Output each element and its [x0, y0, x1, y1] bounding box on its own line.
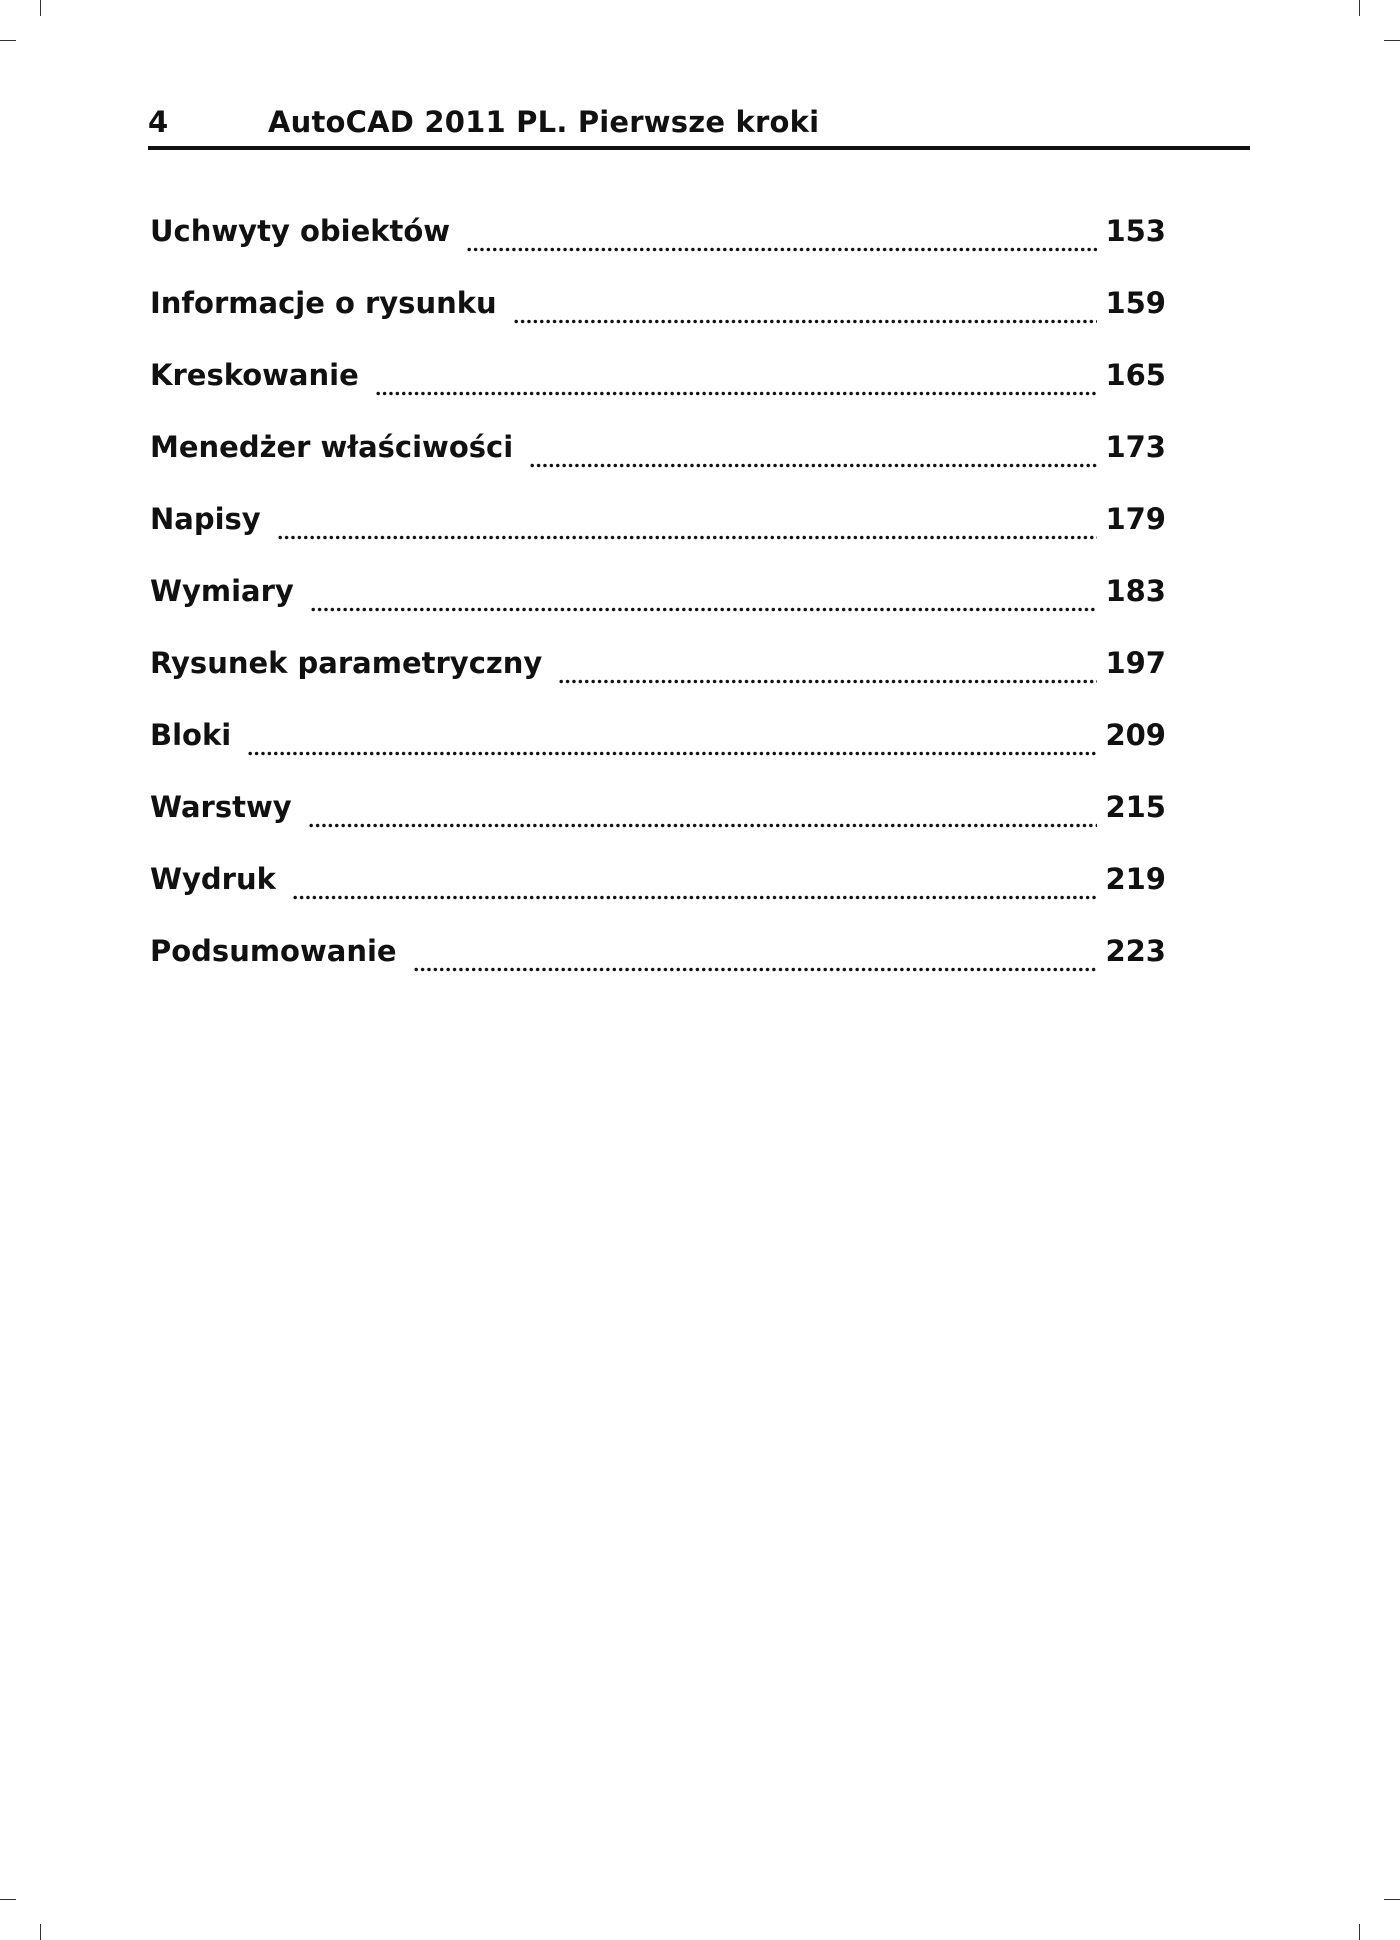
table-of-contents: [150, 206, 1166, 998]
toc-entry-page: 209: [1105, 718, 1166, 752]
toc-entry-title: Warstwy: [150, 790, 292, 824]
toc-entry-page: 219: [1105, 862, 1166, 896]
toc-entry-title: Kreskowanie: [150, 358, 359, 392]
toc-entry-page: 153: [1105, 214, 1166, 248]
toc-dot-leader: [292, 895, 1098, 900]
toc-dot-leader: [513, 319, 1098, 324]
toc-dot-leader: [558, 679, 1097, 684]
toc-dot-leader: [529, 463, 1097, 468]
toc-entry-page: 197: [1105, 646, 1166, 680]
toc-entry[interactable]: [150, 206, 1166, 278]
toc-entry-title: Wydruk: [150, 862, 276, 896]
toc-entry-title: Uchwyty obiektów: [150, 214, 451, 248]
toc-entry-page: 165: [1105, 358, 1166, 392]
toc-entry[interactable]: [150, 566, 1166, 638]
toc-entry-page: 179: [1105, 502, 1166, 536]
crop-mark-bottom-left: [40, 1924, 41, 1940]
toc-dot-leader: [308, 823, 1098, 828]
toc-entry-page: 215: [1105, 790, 1166, 824]
toc-entry[interactable]: [150, 638, 1166, 710]
toc-entry-page: 173: [1105, 430, 1166, 464]
crop-mark-bottom-right: [1359, 1924, 1360, 1940]
toc-entry[interactable]: [150, 494, 1166, 566]
toc-entry-page: 183: [1105, 574, 1166, 608]
toc-entry-title: Rysunek parametryczny: [150, 646, 543, 680]
page-number: 4: [148, 105, 169, 139]
toc-entry[interactable]: [150, 278, 1166, 350]
toc-entry-page: 159: [1105, 286, 1166, 320]
toc-dot-leader: [247, 751, 1097, 756]
toc-entry[interactable]: [150, 926, 1166, 998]
toc-entry-title: Wymiary: [150, 574, 294, 608]
toc-entry-title: Menedżer właściwości: [150, 430, 514, 464]
toc-entry[interactable]: [150, 710, 1166, 782]
toc-entry[interactable]: [150, 350, 1166, 422]
toc-entry-title: Informacje o rysunku: [150, 286, 497, 320]
crop-mark-bottom-right-h: [1384, 1899, 1400, 1900]
toc-entry[interactable]: [150, 782, 1166, 854]
crop-mark-bottom-left-h: [0, 1899, 16, 1900]
toc-dot-leader: [310, 607, 1098, 612]
toc-entry-title: Podsumowanie: [150, 934, 397, 968]
crop-mark-top-left-h: [0, 40, 16, 41]
crop-mark-top-right: [1359, 0, 1360, 16]
toc-dot-leader: [375, 391, 1098, 396]
running-header: [148, 102, 1250, 150]
toc-entry[interactable]: [150, 854, 1166, 926]
crop-mark-top-right-h: [1384, 40, 1400, 41]
book-title: AutoCAD 2011 PL. Pierwsze kroki: [268, 105, 820, 139]
toc-dot-leader: [277, 535, 1098, 540]
toc-dot-leader: [466, 247, 1097, 252]
crop-mark-top-left: [40, 0, 41, 16]
toc-entry-page: 223: [1105, 934, 1166, 968]
toc-dot-leader: [413, 967, 1098, 972]
toc-entry-title: Napisy: [150, 502, 261, 536]
toc-entry[interactable]: [150, 422, 1166, 494]
toc-entry-title: Bloki: [150, 718, 232, 752]
